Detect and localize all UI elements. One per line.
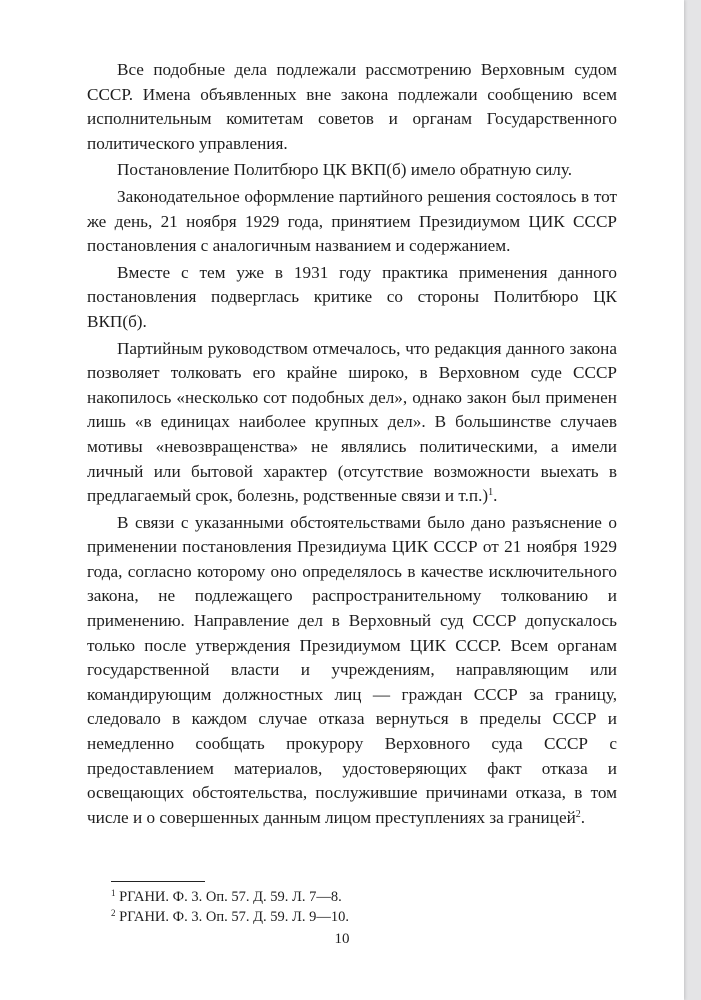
footnote [111,907,611,927]
paragraph-text: Вместе с тем уже в 1931 году практика применения данного постановления подверглась критике со стороны Политбюро ЦК ВКП(б). [87,262,617,331]
footnote [111,887,611,907]
paragraph-text: Законодательное оформление партийного решения состоялось в тот же день, 21 ноября 1929 года, принятием Президиумом ЦИК СССР постановления с аналогичным названием и содержанием. [87,186,617,256]
paragraph [87,58,617,156]
footnote-text: РГАНИ. Ф. 3. Оп. 57. Д. 59. Л. 9—10. [119,909,349,925]
body-text [87,58,617,830]
paragraph-text: В связи с указанными обстоятельствами было дано разъяснение о применении постановления Президиума ЦИК СССР от 21 ноября 1929 года, согласно которому оно определялось в качестве исключительного закона, не подлежащего распространительному толкованию и применению. Направление дел в Верховный суд СССР допускалось только после утверждения Президиумом ЦИК СССР. Всем органам государственной власти и учреждениям, направляющим или командирующим должностных лиц — граждан СССР за границу, следовало в каждом случае отказа вернуться в пределы СССР и немедленно сообщать прокурору Верховного суда СССР с предоставлением материалов, удостоверяющих факт отказа и освещающих обстоятельства, послужившие причинами отказа, в том числе и о совершенных данным лицом преступлениях за границей [87,512,617,827]
footnote-number: 1 [111,888,116,898]
paragraph [87,261,617,335]
footnote-ref[interactable]: 1 [488,487,494,499]
paragraph: Партийным руководством отмечалось, что редакция данного закона позволяет толковать его крайне широко, в Верховном суде СССР накопилось «несколько сот подобных дел», однако закон был применен лишь «в единицах наиболее крупных дел». В большинстве случаев мотивы «невозвращенства» не являлись политическими, а имели личный или бытовой характер (отсутствие возможности выехать в предлагаемый срок, болезнь, родственные связи и т.п.)$^1$. [87,338,617,506]
paragraph-text: Постановление Политбюро ЦК ВКП(б) имело обратную силу. [117,160,573,180]
footnote-ref[interactable]: 2 [575,808,581,820]
paragraph-text: Партийным руководством отмечалось, что редакция данного закона позволяет толковать его крайне широко, в Верховном суде СССР накопилось «несколько сот подобных дел», однако закон был применен лишь «в единицах наиболее крупных дел». В большинстве случаев мотивы «невозвращенства» не являлись политическими, а имели личный или бытовой характер (отсутствие возможности выехать в предлагаемый срок, болезнь, родственные связи и т.п.) [87,338,617,506]
page-number: 10 [334,931,350,947]
footnote-text: РГАНИ. Ф. 3. Оп. 57. Д. 59. Л. 7—8. [119,889,342,905]
paragraph [87,158,617,183]
footnote-number: 2 [111,908,116,918]
paragraph: В связи с указанными обстоятельствами было дано разъяснение о применении постановления Президиума ЦИК СССР от 21 ноября 1929 года, согласно которому оно определялось в качестве исключительного закона, не подлежащего распространительному толкованию и применению. Направление дел в Верховный суд СССР допускалось только после утверждения Президиумом ЦИК СССР. Всем органам государственной власти и учреждениям, направляющим или командирующим должностных лиц — граждан СССР за границу, следовало в каждом случае отказа вернуться в пределы СССР и немедленно сообщать прокурору Верховного суда СССР с предоставлением материалов, удостоверяющих факт отказа и освещающих обстоятельства, послужившие причинами отказа, в том числе и о совершенных данным лицом преступлениях за границей$^2$. [87,512,617,827]
paragraph-text: Все подобные дела подлежали рассмотрению Верховным судом СССР. Имена объявленных вне закона подлежали сообщению всем исполнительным комитетам советов и органам Государственного политического управления. [87,60,617,153]
footnotes [111,887,611,927]
footnote-separator [111,881,205,882]
paragraph [87,185,617,259]
